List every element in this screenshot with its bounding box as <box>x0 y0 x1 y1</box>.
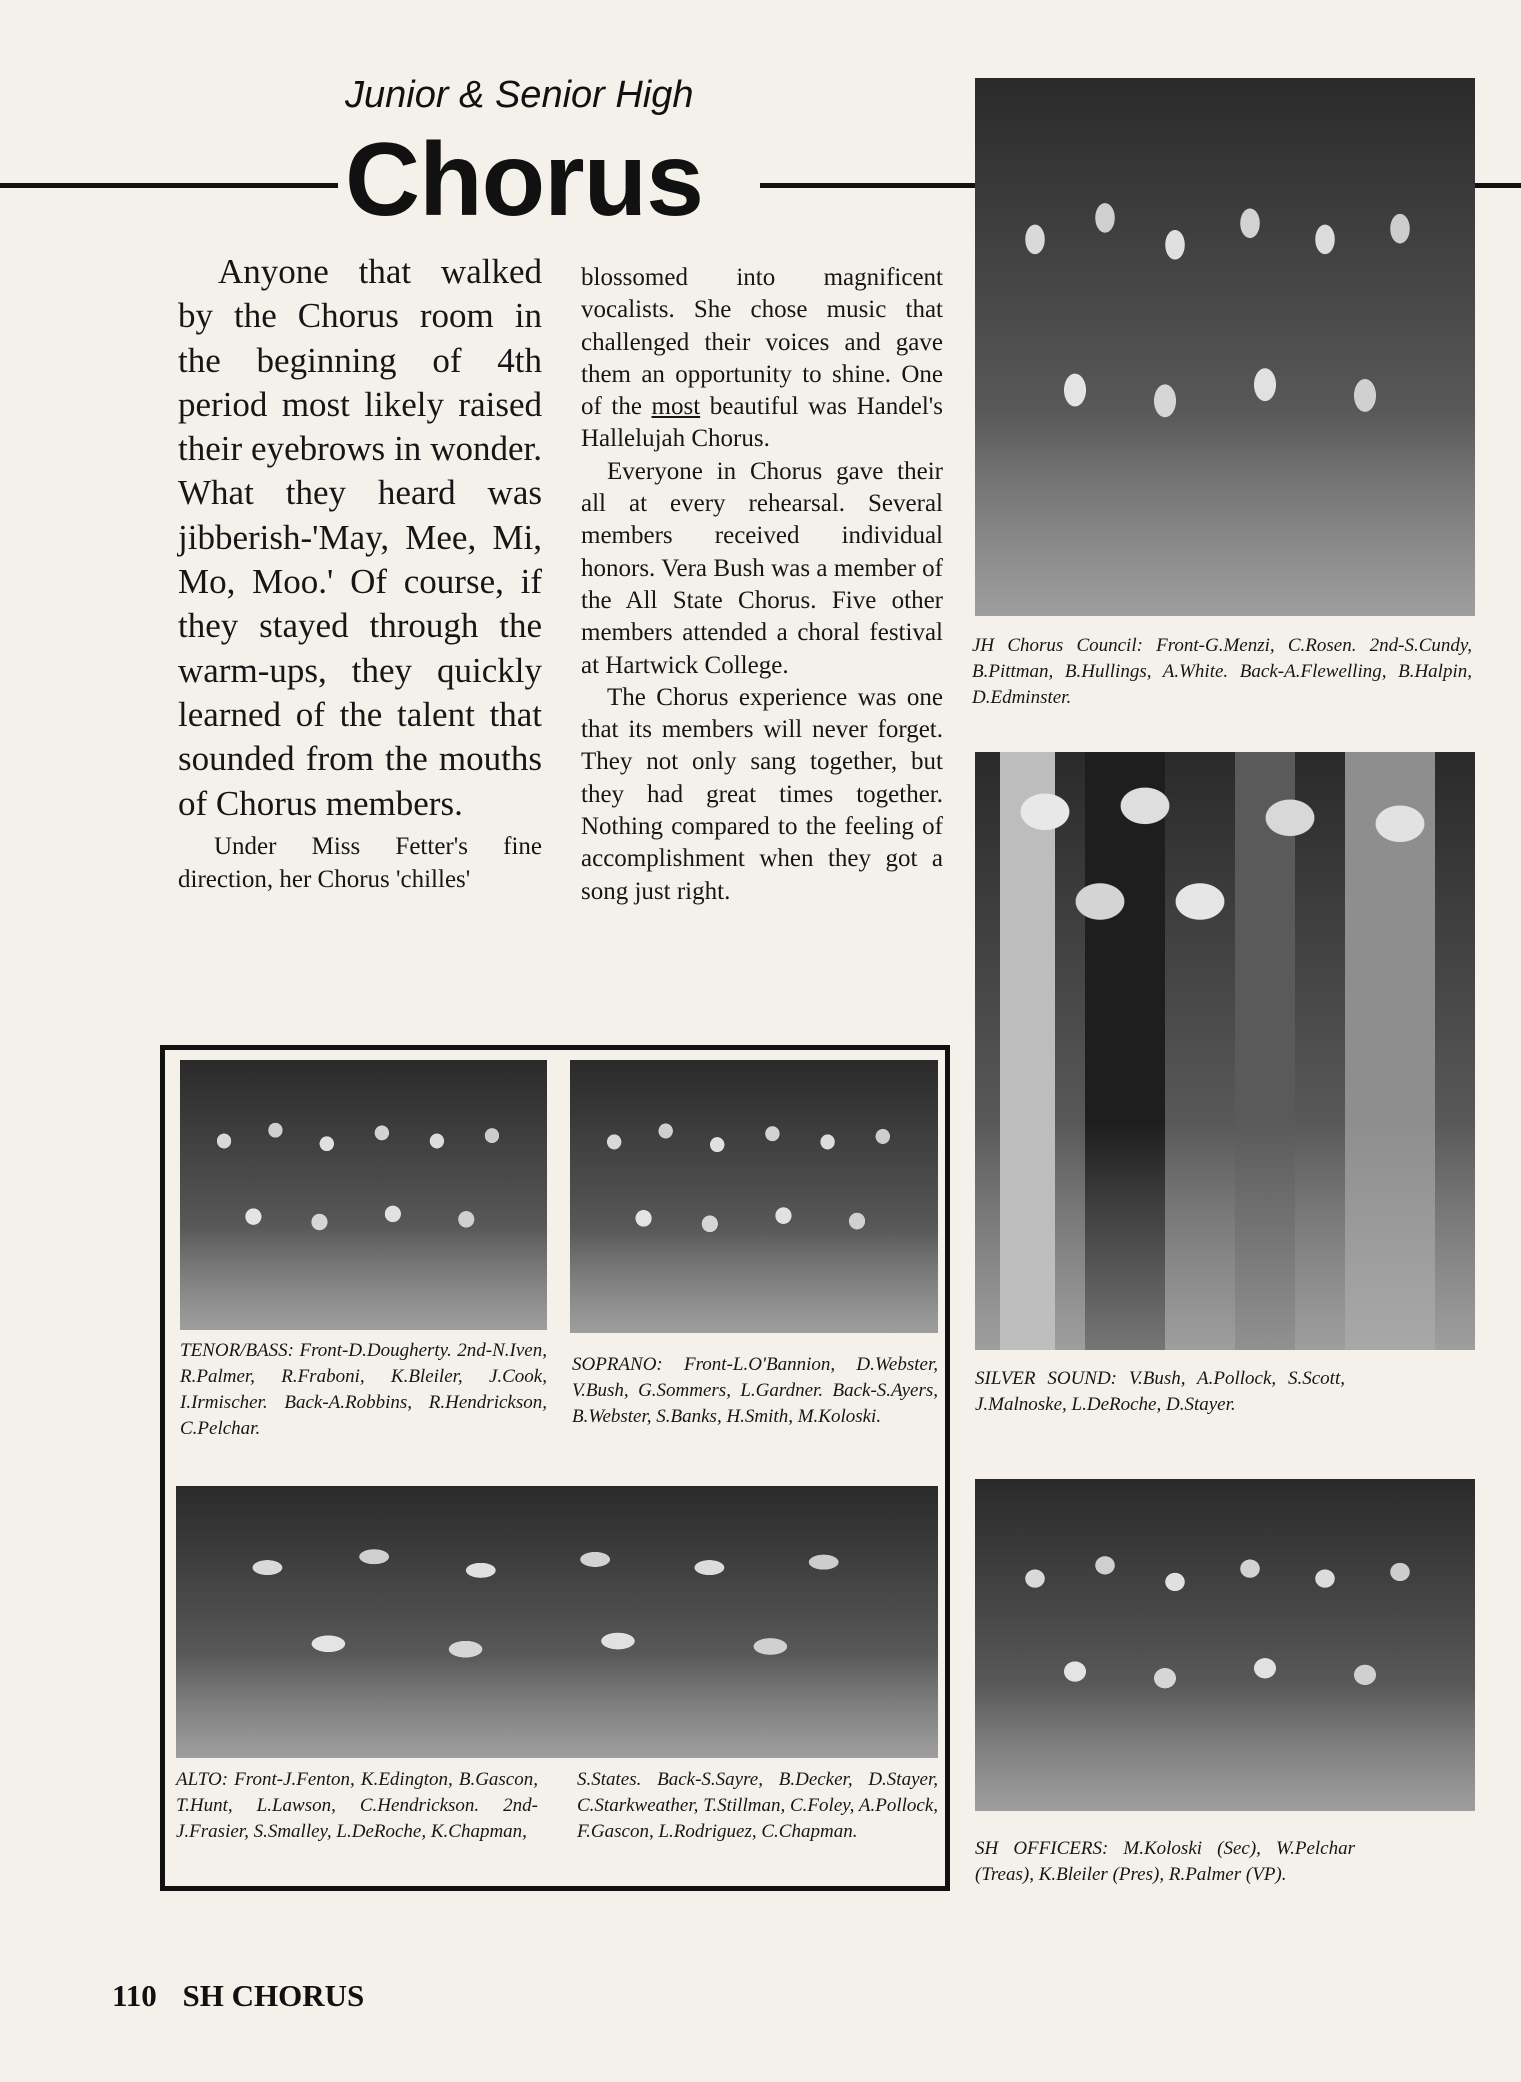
caption-tenor-bass: TENOR/BASS: Front-D.Dougherty. 2nd-N.Iven, R.Palmer, R.Fraboni, K.Bleiler, J.Cook, I.Irmischer. Back-A.Robbins, R.Hendrickson, C.Pelchar. <box>180 1340 547 1439</box>
caption-soprano: SOPRANO: Front-L.O'Bannion, D.Webster, V.Bush, G.Sommers, L.Gardner. Back-S.Ayers, B.Webster, S.Banks, H.Smith, M.Koloski. <box>572 1354 938 1427</box>
caption-alto-part-2: S.States. Back-S.Sayre, B.Decker, D.Stayer, C.Starkweather, T.Stillman, C.Foley, A.Pollock, F.Gascon, L.Rodriguez, C.Chapman. <box>577 1769 938 1842</box>
caption-silver-sound: SILVER SOUND: V.Bush, A.Pollock, S.Scott, J.Malnoske, L.DeRoche, D.Stayer. <box>975 1368 1345 1415</box>
intro-column <box>178 250 542 896</box>
paragraph-2-emphasis: most <box>651 393 701 421</box>
photo-alto <box>176 1486 938 1758</box>
caption-sh-officers: SH OFFICERS: M.Koloski (Sec), W.Pelchar (Treas), K.Bleiler (Pres), R.Palmer (VP). <box>975 1838 1355 1885</box>
paragraph-2-cont-text: blossomed into magnificent vocalists. She chose music that challenged their voices and gave them an opportunity to shine. One of the <box>581 264 943 421</box>
title-rule-far-right <box>1475 183 1521 188</box>
section-name: SH CHORUS <box>182 1978 365 2013</box>
photo-soprano <box>570 1060 938 1333</box>
intro-paragraph: Anyone that walked by the Chorus room in the beginning of 4th period most likely raised their eyebrows in wonder. What they heard was jibberish-'May, Mee, Mi, Mo, Moo.' Of course, if they stayed through the warm-ups, they quickly learned of the talent that sounded from the mouths of Chorus members. <box>178 252 542 823</box>
page-title: Chorus <box>345 122 703 238</box>
photo-sh-officers <box>975 1479 1475 1811</box>
page-kicker: Junior & Senior High <box>345 74 694 116</box>
paragraph-3: Everyone in Chorus gave their all at every rehearsal. Several members received individual honors. Vera Bush was a member of the All State Chorus. Five other members attended a choral festival at Hartwick College. <box>581 457 943 679</box>
photo-jh-chorus-council <box>975 78 1475 616</box>
paragraph-2-start: Under Miss Fetter's fine direction, her Chorus 'chilles' <box>178 832 542 893</box>
page-number: 110 <box>112 1978 157 2013</box>
page-footer <box>112 1976 532 2016</box>
paragraph-2-continued <box>581 262 943 456</box>
caption-alto-part-1: ALTO: Front-J.Fenton, K.Edington, B.Gascon, T.Hunt, L.Lawson, C.Hendrickson. 2nd-J.Frasier, S.Smalley, L.DeRoche, K.Chapman, <box>176 1769 538 1842</box>
paragraph-4: The Chorus experience was one that its members will never forget. They not only sang together, but they had great times together. Nothing compared to the feeling of accomplishment when they got a song just right. <box>581 683 943 905</box>
title-rule-right <box>760 183 975 188</box>
photo-silver-sound <box>975 752 1475 1350</box>
title-rule-left <box>0 183 338 188</box>
paragraph-2-end-text: beautiful was Handel's Hallelujah Chorus. <box>581 393 944 453</box>
body-column-2 <box>581 262 943 908</box>
photo-tenor-bass <box>180 1060 547 1330</box>
caption-jh-chorus-council: JH Chorus Council: Front-G.Menzi, C.Rosen. 2nd-S.Cundy, B.Pittman, B.Hullings, A.White. Back-A.Flewelling, B.Halpin, D.Edminster. <box>972 635 1472 708</box>
